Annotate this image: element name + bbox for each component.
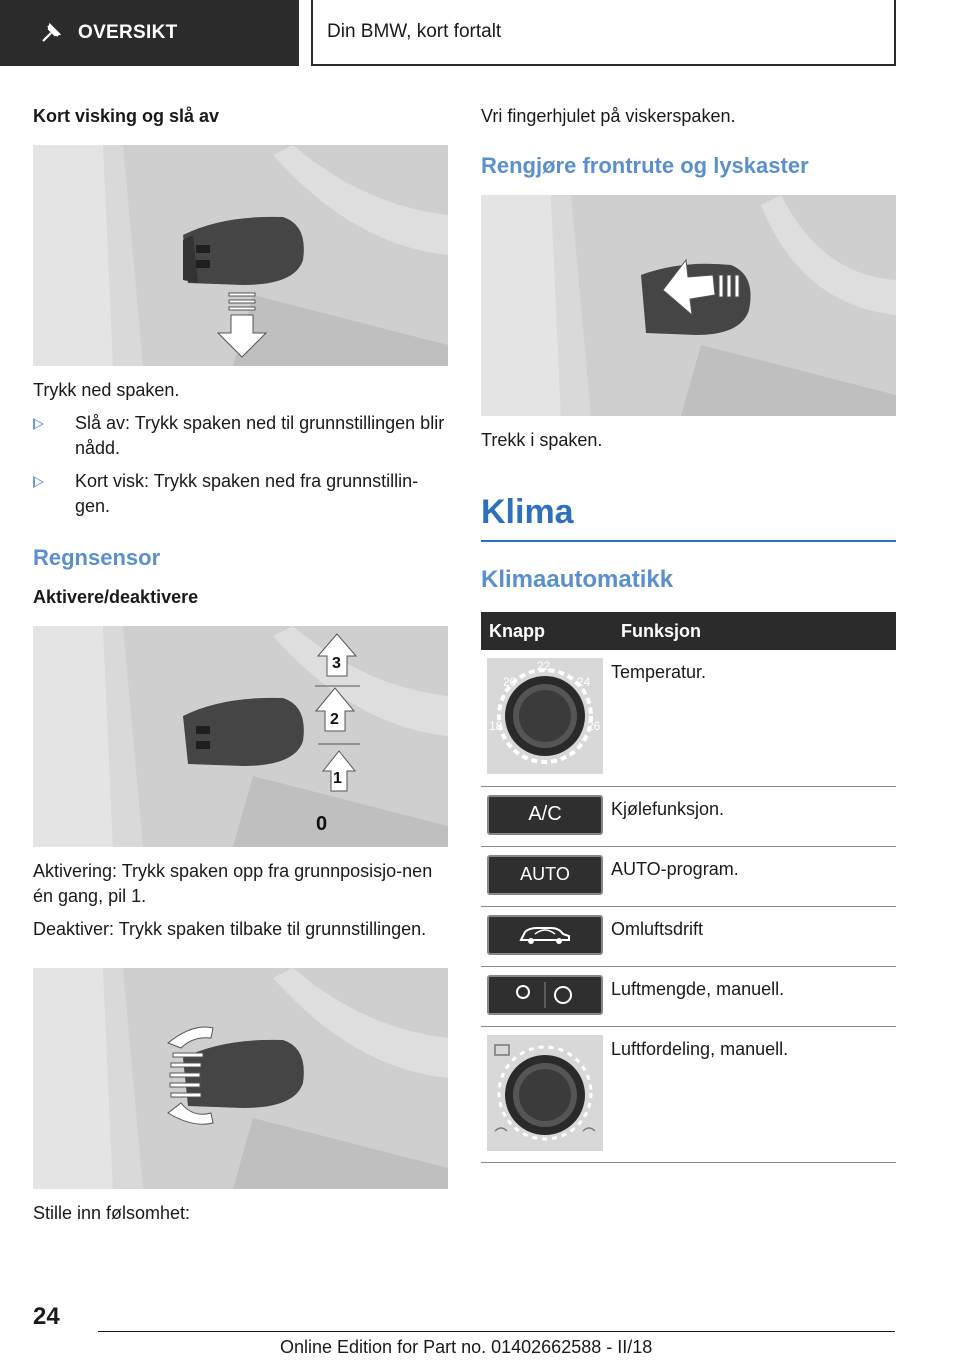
chapter-title-text: Din BMW, kort fortalt bbox=[327, 21, 502, 42]
fan-button-icon bbox=[487, 975, 603, 1015]
table-row bbox=[481, 846, 896, 906]
ac-button-icon: A/C bbox=[487, 795, 603, 835]
bullet-list-wiper bbox=[33, 411, 448, 519]
page-header bbox=[0, 0, 960, 66]
text-trekk: Trekk i spaken. bbox=[481, 430, 603, 450]
funksjon-cell: Temperatur. bbox=[611, 650, 896, 786]
table-header-row bbox=[481, 612, 896, 650]
text-trykk-ned: Trykk ned spaken. bbox=[33, 380, 180, 400]
funksjon-cell: Kjølefunksjon. bbox=[611, 786, 896, 846]
text-stille-inn: Stille inn følsomhet: bbox=[33, 1203, 191, 1223]
pin-icon bbox=[40, 22, 62, 44]
table-row bbox=[481, 966, 896, 1026]
fig-label-3: 3 bbox=[332, 655, 341, 672]
heading-kort-visking: Kort visking og slå av bbox=[33, 106, 220, 126]
page-number: 24 bbox=[33, 1303, 60, 1330]
header-knapp: Knapp bbox=[481, 612, 611, 650]
tab-oversikt-label: OVERSIKT bbox=[78, 22, 178, 43]
figure-washer bbox=[481, 195, 896, 416]
funksjon-cell: AUTO-program. bbox=[611, 846, 896, 906]
table-row bbox=[481, 1026, 896, 1162]
auto-button-icon: AUTO bbox=[487, 855, 603, 895]
table-row bbox=[481, 906, 896, 966]
chapter-title bbox=[311, 0, 896, 66]
figure-sensitivity bbox=[33, 968, 448, 1189]
text-deaktiver: Deaktiver: Trykk spaken tilbake til grunnstillingen. bbox=[33, 919, 427, 939]
heading-rengjore: Rengjøre frontrute og lyskaster bbox=[481, 153, 809, 178]
recirculation-button-icon bbox=[487, 915, 603, 955]
funksjon-cell: Omluftsdrift bbox=[611, 906, 896, 966]
heading-klima: Klima bbox=[481, 493, 896, 542]
temp-label-24: 24 bbox=[577, 675, 591, 689]
air-distribution-knob-icon bbox=[487, 1035, 603, 1151]
fig-label-2: 2 bbox=[330, 711, 339, 728]
triangle-bullet-icon bbox=[33, 476, 44, 488]
temp-label-26: 26 bbox=[587, 719, 601, 733]
knapp-cell bbox=[481, 650, 611, 786]
tab-oversikt[interactable] bbox=[0, 0, 299, 66]
temp-label-20: 20 bbox=[503, 675, 517, 689]
table-row bbox=[481, 786, 896, 846]
list-item: Kort visk: Trykk spaken ned fra grunnstillin-gen. bbox=[33, 469, 448, 519]
fig-label-0: 0 bbox=[316, 813, 328, 835]
knapp-cell bbox=[481, 966, 611, 1026]
text-vri: Vri fingerhjulet på viskerspaken. bbox=[481, 106, 736, 126]
car-recirculation-icon bbox=[515, 922, 575, 948]
left-column bbox=[33, 100, 448, 1226]
temperature-knob-icon bbox=[487, 658, 603, 774]
klima-table bbox=[481, 612, 896, 1163]
table-row bbox=[481, 650, 896, 786]
funksjon-cell: Luftmengde, manuell. bbox=[611, 966, 896, 1026]
figure-wiper-down bbox=[33, 145, 448, 366]
list-item: Slå av: Trykk spaken ned til grunnstillingen blir nådd. bbox=[33, 411, 448, 461]
footer-edition: Online Edition for Part no. 01402662588 - II/18 bbox=[280, 1337, 653, 1357]
heading-regnsensor: Regnsensor bbox=[33, 545, 161, 570]
triangle-bullet-icon bbox=[33, 418, 44, 430]
fig-label-1: 1 bbox=[333, 770, 342, 787]
funksjon-cell: Luftfordeling, manuell. bbox=[611, 1026, 896, 1162]
knapp-cell bbox=[481, 1026, 611, 1162]
figure-rain-sensor bbox=[33, 626, 448, 847]
right-column bbox=[481, 100, 896, 1163]
temp-label-22: 22 bbox=[537, 659, 551, 673]
knapp-cell bbox=[481, 786, 611, 846]
header-funksjon: Funksjon bbox=[611, 612, 896, 650]
footer-divider bbox=[98, 1331, 895, 1332]
heading-aktivere: Aktivere/deaktivere bbox=[33, 587, 199, 607]
text-aktivering: Aktivering: Trykk spaken opp fra grunnposisjo-nen én gang, pil 1. bbox=[33, 861, 433, 906]
temp-label-18: 18 bbox=[489, 719, 503, 733]
fan-speed-icon bbox=[505, 980, 585, 1010]
knapp-cell bbox=[481, 906, 611, 966]
heading-klimaautomatikk: Klimaautomatikk bbox=[481, 566, 674, 593]
knapp-cell bbox=[481, 846, 611, 906]
